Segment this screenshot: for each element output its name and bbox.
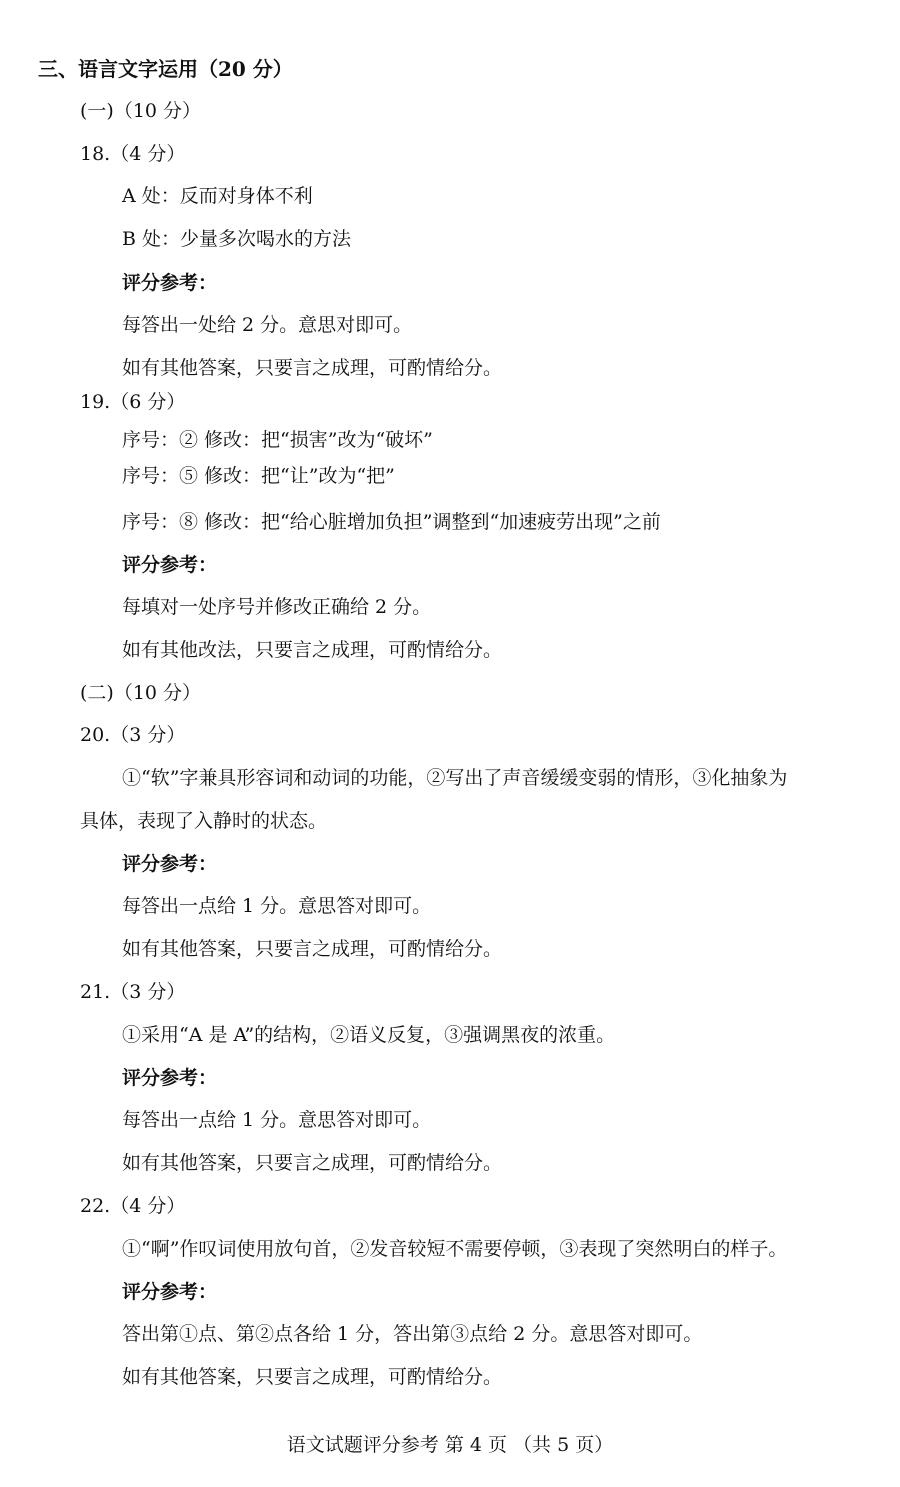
part-2-label: (二)（10 分） xyxy=(80,682,202,704)
question-20-title: 20.（3 分） xyxy=(80,724,186,746)
question-19-fix-1: 序号：② 修改：把“损害”改为“破坏” xyxy=(122,429,433,451)
question-18-answer-a: A 处：反而对身体不利 xyxy=(122,185,313,207)
question-18-rubric-2: 如有其他答案，只要言之成理，可酌情给分。 xyxy=(122,357,503,379)
question-19-fix-3: 序号：⑧ 修改：把“给心脏增加负担”调整到“加速疲劳出现”之前 xyxy=(122,511,661,533)
question-22-title: 22.（4 分） xyxy=(80,1195,186,1217)
question-19-rubric-1: 每填对一处序号并修改正确给 2 分。 xyxy=(122,596,432,618)
question-19-title: 19.（6 分） xyxy=(80,391,186,413)
question-22-rubric-1: 答出第①点、第②点各给 1 分，答出第③点给 2 分。意思答对即可。 xyxy=(122,1323,703,1345)
question-21-title: 21.（3 分） xyxy=(80,981,186,1003)
question-19-fix-2: 序号：⑤ 修改：把“让”改为“把” xyxy=(122,465,395,487)
question-22-rubric-2: 如有其他答案，只要言之成理，可酌情给分。 xyxy=(122,1366,503,1388)
question-21-rubric-label: 评分参考： xyxy=(122,1067,218,1089)
question-21-answer: ①采用“A 是 A”的结构，②语义反复，③强调黑夜的浓重。 xyxy=(122,1024,616,1046)
question-20-rubric-label: 评分参考： xyxy=(122,853,218,875)
question-20-answer-line-1: ①“软”字兼具形容词和动词的功能，②写出了声音缓缓变弱的情形，③化抽象为 xyxy=(122,767,788,789)
question-22-answer: ①“啊”作叹词使用放句首，②发音较短不需要停顿，③表现了突然明白的样子。 xyxy=(122,1238,788,1260)
page-footer: 语文试题评分参考 第 4 页 （共 5 页） xyxy=(286,1434,614,1456)
question-19-rubric-2: 如有其他改法，只要言之成理，可酌情给分。 xyxy=(122,639,503,661)
question-18-answer-b: B 处：少量多次喝水的方法 xyxy=(122,228,352,250)
question-21-rubric-1: 每答出一点给 1 分。意思答对即可。 xyxy=(122,1109,432,1131)
question-19-rubric-label: 评分参考： xyxy=(122,554,218,576)
question-18-rubric-label: 评分参考： xyxy=(122,272,218,294)
question-20-rubric-2: 如有其他答案，只要言之成理，可酌情给分。 xyxy=(122,938,503,960)
question-18-rubric-1: 每答出一处给 2 分。意思对即可。 xyxy=(122,314,413,336)
question-20-answer-line-2: 具体，表现了入静时的状态。 xyxy=(80,810,328,832)
question-20-rubric-1: 每答出一点给 1 分。意思答对即可。 xyxy=(122,895,432,917)
question-21-rubric-2: 如有其他答案，只要言之成理，可酌情给分。 xyxy=(122,1152,503,1174)
question-22-rubric-label: 评分参考： xyxy=(122,1281,218,1303)
part-1-label: (一)（10 分） xyxy=(80,100,202,122)
section-title: 三、语言文字运用（20 分） xyxy=(38,57,293,81)
question-18-title: 18.（4 分） xyxy=(80,143,186,165)
